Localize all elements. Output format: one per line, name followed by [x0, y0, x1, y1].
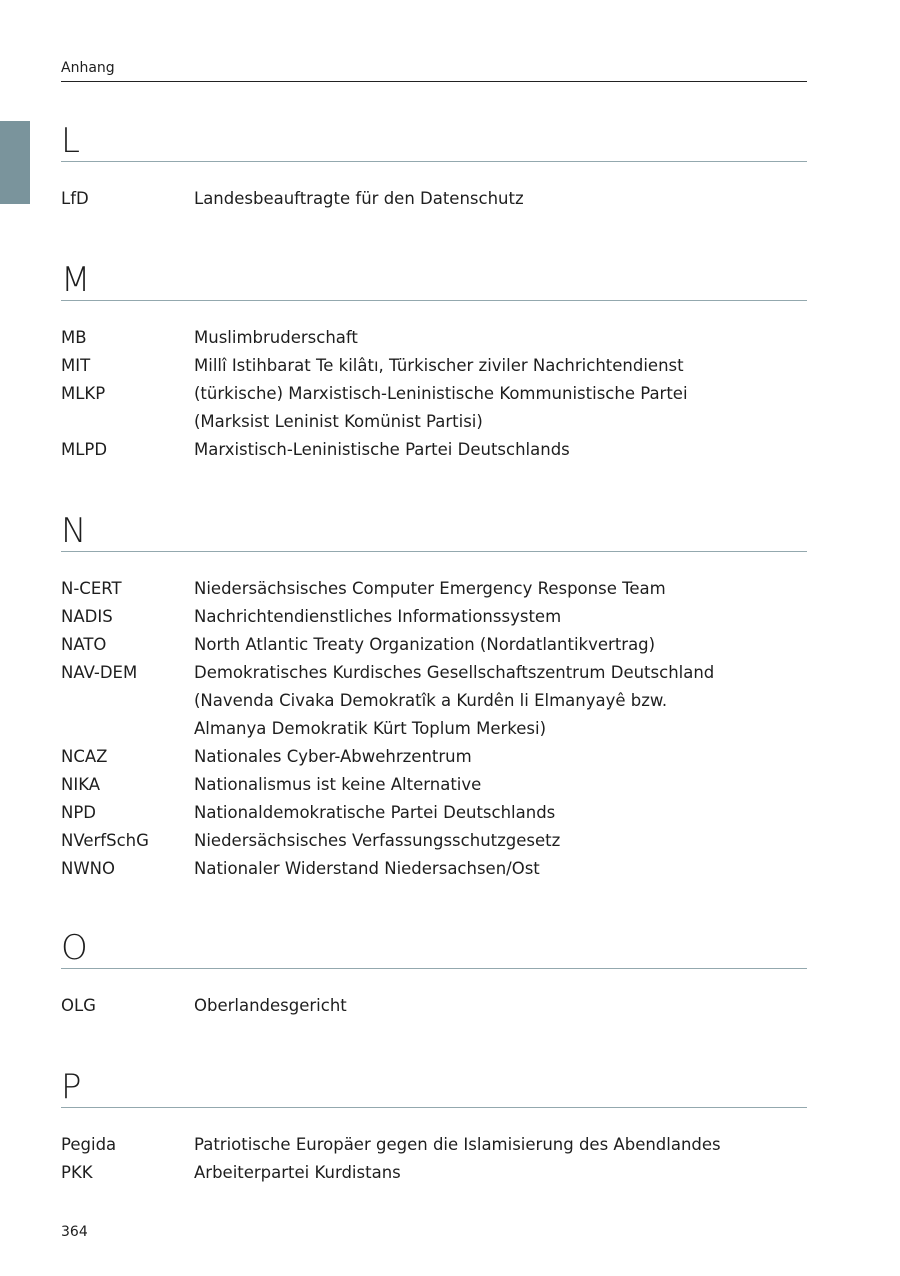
- abbreviation-entry: [61, 1159, 807, 1187]
- running-head: Anhang: [61, 58, 807, 82]
- section-p: [61, 1067, 807, 1187]
- abbreviation-entry: [61, 827, 807, 855]
- abbreviation: N-CERT: [61, 579, 122, 598]
- abbreviation: NATO: [61, 635, 107, 654]
- abbreviation-list: [61, 324, 807, 464]
- page-number: 364: [61, 1224, 88, 1240]
- abbreviation-entry: [61, 185, 807, 213]
- abbreviation: NAV-DEM: [61, 663, 138, 682]
- abbreviation: [61, 687, 194, 715]
- abbreviation-entry: [61, 603, 807, 631]
- definition: Oberlandesgericht: [194, 996, 347, 1015]
- abbreviation-entry: [61, 659, 807, 687]
- abbreviation: MLKP: [61, 384, 106, 403]
- abbreviation: NPD: [61, 803, 96, 822]
- abbreviation-entry: [61, 855, 807, 883]
- abbreviation-entry: [61, 992, 807, 1020]
- section-letter-heading: N: [61, 511, 807, 552]
- abbreviation-entry: [61, 436, 807, 464]
- abbreviation: NIKA: [61, 775, 101, 794]
- definition: Nachrichtendienstliches Informationssystem: [194, 607, 562, 626]
- definition: Patriotische Europäer gegen die Islamisierung des Abendlandes: [194, 1135, 721, 1154]
- definition: Nationaler Widerstand Niedersachsen/Ost: [194, 859, 540, 878]
- section-letter-heading: M: [61, 260, 807, 301]
- section-o: [61, 928, 807, 1020]
- abbreviation-entry: [61, 631, 807, 659]
- definition: (Navenda Civaka Demokratîk a Kurdên li Elmanyayê bzw.: [194, 691, 668, 710]
- definition: Niedersächsisches Computer Emergency Response Team: [194, 579, 666, 598]
- definition: Nationaldemokratische Partei Deutschlands: [194, 803, 556, 822]
- section-n: [61, 511, 807, 883]
- abbreviation-entry: [61, 1131, 807, 1159]
- section-letter-heading: L: [61, 121, 807, 162]
- abbreviation: MIT: [61, 356, 91, 375]
- definition: Arbeiterpartei Kurdistans: [194, 1163, 401, 1182]
- abbreviation-entry: [61, 380, 807, 408]
- abbreviation: NCAZ: [61, 747, 108, 766]
- definition: Landesbeauftragte für den Datenschutz: [194, 189, 524, 208]
- chapter-tab-marker: [0, 121, 30, 204]
- definition: Marxistisch-Leninistische Partei Deutschlands: [194, 440, 570, 459]
- definition: Nationalismus ist keine Alternative: [194, 775, 482, 794]
- definition: (Marksist Leninist Komünist Partisi): [194, 412, 483, 431]
- section-letter-heading: P: [61, 1067, 807, 1108]
- abbreviation: NVerfSchG: [61, 831, 149, 850]
- definition: Nationales Cyber-Abwehrzentrum: [194, 747, 472, 766]
- section-letter-heading: O: [61, 928, 807, 969]
- abbreviation: Pegida: [61, 1135, 117, 1154]
- abbreviation-list: [61, 575, 807, 883]
- section-l: [61, 121, 807, 213]
- abbreviation: MB: [61, 328, 87, 347]
- abbreviation: NWNO: [61, 859, 115, 878]
- abbreviation: MLPD: [61, 440, 108, 459]
- abbreviation-entry: [61, 575, 807, 603]
- abbreviation-entry: [61, 799, 807, 827]
- abbreviation-entry-continuation: [61, 715, 807, 743]
- abbreviation-entry: [61, 743, 807, 771]
- definition: Demokratisches Kurdisches Gesellschaftszentrum Deutschland: [194, 663, 715, 682]
- abbreviation-list: [61, 185, 807, 213]
- definition: North Atlantic Treaty Organization (Nordatlantikvertrag): [194, 635, 656, 654]
- abbreviation: [61, 408, 194, 436]
- abbreviation-entry-continuation: [61, 408, 807, 436]
- abbreviation: [61, 715, 194, 743]
- definition: Millî Istihbarat Te kilâtı, Türkischer ziviler Nachrichtendienst: [194, 356, 684, 375]
- definition: Muslimbruderschaft: [194, 328, 358, 347]
- section-m: [61, 260, 807, 464]
- abbreviation-entry-continuation: [61, 687, 807, 715]
- abbreviation-list: [61, 992, 807, 1020]
- abbreviation: NADIS: [61, 607, 113, 626]
- abbreviation-list: [61, 1131, 807, 1187]
- abbreviation-entry: [61, 771, 807, 799]
- definition: Almanya Demokratik Kürt Toplum Merkesi): [194, 719, 547, 738]
- abbreviation: PKK: [61, 1163, 93, 1182]
- abbreviation-entry: [61, 324, 807, 352]
- abbreviation: OLG: [61, 996, 96, 1015]
- abbreviation-entry: [61, 352, 807, 380]
- definition: (türkische) Marxistisch-Leninistische Kommunistische Partei: [194, 384, 688, 403]
- definition: Niedersächsisches Verfassungsschutzgesetz: [194, 831, 561, 850]
- abbreviation: LfD: [61, 189, 89, 208]
